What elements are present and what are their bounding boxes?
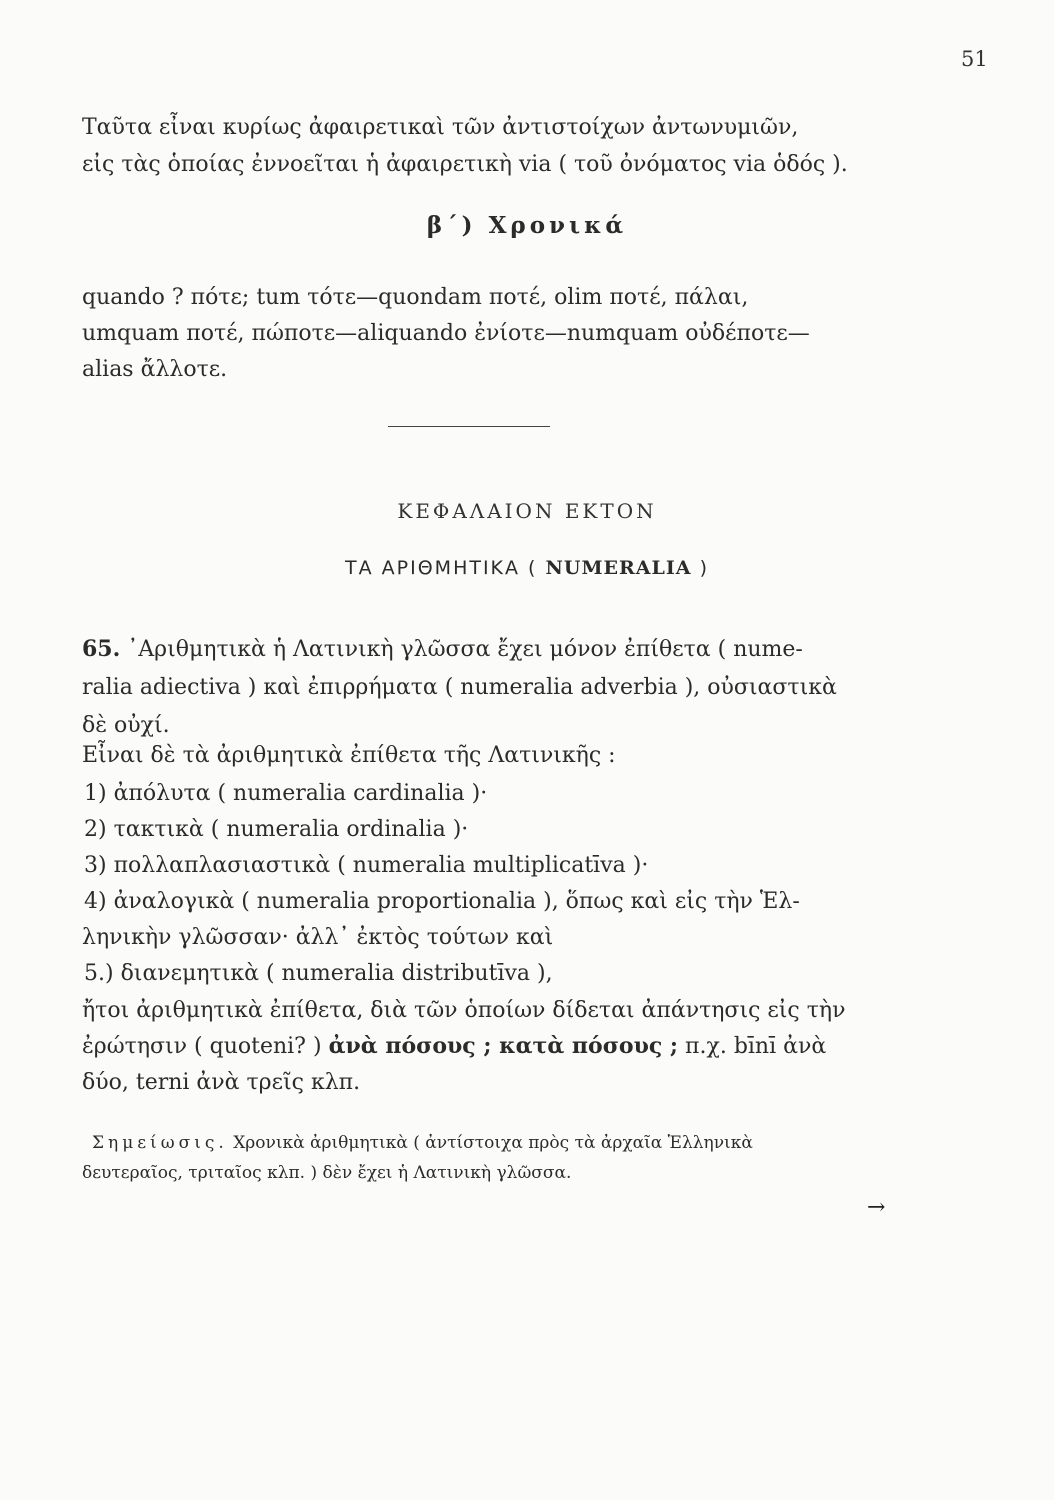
closing-line-2-pre: ἐρώτησιν ( quoteni? ) <box>82 1034 322 1059</box>
chapter-title: ΚΕΦΑΛΑΙΟΝ ΕΚΤΟΝ <box>397 499 657 523</box>
chapter-subtitle-close: ) <box>699 557 709 579</box>
chronika-line-2: umquam ποτέ, πώποτε—aliquando ἐνίοτε—numquam οὐδέποτε— <box>82 321 810 346</box>
page-number: 51 <box>961 47 988 71</box>
chapter-subtitle-greek: ΤΑ ΑΡΙΘΜΗΤΙΚΑ ( <box>345 557 538 579</box>
paragraph-65-line-4: Εἶναι δὲ τὰ ἀριθμητικὰ ἐπίθετα τῆς Λατινικῆς : <box>82 743 616 768</box>
closing-line-2-post: π.χ. bīnī ἀνὰ <box>685 1034 827 1059</box>
list-item-1: 1) ἀπόλυτα ( numeralia cardinalia )· <box>84 781 488 806</box>
note-line-2: δευτεραῖος, τριταῖος κλπ. ) δὲν ἔχει ἡ Λατινικὴ γλῶσσα. <box>82 1163 572 1183</box>
note-line-1 <box>92 1131 753 1155</box>
paragraph-number: 65. <box>82 636 121 662</box>
chronika-line-1: quando ? πότε; tum τότε—quondam ποτέ, olim ποτέ, πάλαι, <box>82 285 749 310</box>
continue-arrow-icon: → <box>867 1195 886 1220</box>
paragraph-65-line-2: ralia adiectiva ) καὶ ἐπιρρήματα ( numeralia adverbia ), οὐσιαστικὰ <box>82 675 837 700</box>
list-item-4: 4) ἀναλογικὰ ( numeralia proportionalia ), ὅπως καὶ εἰς τὴν Ἑλ- <box>84 889 800 914</box>
note-label: Σημείωσις. <box>92 1133 228 1153</box>
closing-line-2 <box>82 1031 826 1062</box>
chapter-subtitle <box>0 553 1054 584</box>
section-divider <box>388 426 550 427</box>
chronika-line-3: alias ἄλλοτε. <box>82 357 228 382</box>
list-item-2: 2) τακτικὰ ( numeralia ordinalia )· <box>84 817 469 842</box>
closing-line-3: δύο, terni ἀνὰ τρεῖς κλπ. <box>82 1070 361 1095</box>
list-item-4-continued: ληνικὴν γλῶσσαν· ἀλλ᾿ ἐκτὸς τούτων καὶ <box>82 925 554 950</box>
list-item-5: 5.) διανεμητικὰ ( numeralia distributīva ), <box>84 961 553 986</box>
paragraph-65-line-1 <box>82 634 803 665</box>
section-heading-chronika: β΄) Χρονικά <box>426 212 628 239</box>
paragraph-65-text-1: ᾿Αριθμητικὰ ἡ Λατινικὴ γλῶσσα ἔχει μόνον ἐπίθετα ( nume- <box>127 637 803 662</box>
closing-line-2-bold: ἀνὰ πόσους ; κατὰ πόσους ; <box>328 1033 679 1059</box>
closing-line-1: ἤτοι ἀριθμητικὰ ἐπίθετα, διὰ τῶν ὁποίων δίδεται ἀπάντησις εἰς τὴν <box>82 998 846 1023</box>
chapter-subtitle-latin: NUMERALIA <box>545 557 692 579</box>
list-item-3: 3) πολλαπλασιαστικὰ ( numeralia multiplicatīva )· <box>84 853 649 878</box>
paragraph-65-line-3: δὲ οὐχί. <box>82 713 170 738</box>
intro-line-1: Ταῦτα εἶναι κυρίως ἀφαιρετικαὶ τῶν ἀντιστοίχων ἀντωνυμιῶν, <box>82 115 799 140</box>
note-text-1: Χρονικὰ ἀριθμητικὰ ( ἀντίστοιχα πρὸς τὰ ἀρχαῖα Ἑλληνικὰ <box>233 1133 753 1153</box>
intro-line-2: εἰς τὰς ὁποίας ἐννοεῖται ἡ ἀφαιρετικὴ via ( τοῦ ὀνόματος via ὁδός ). <box>82 152 848 177</box>
